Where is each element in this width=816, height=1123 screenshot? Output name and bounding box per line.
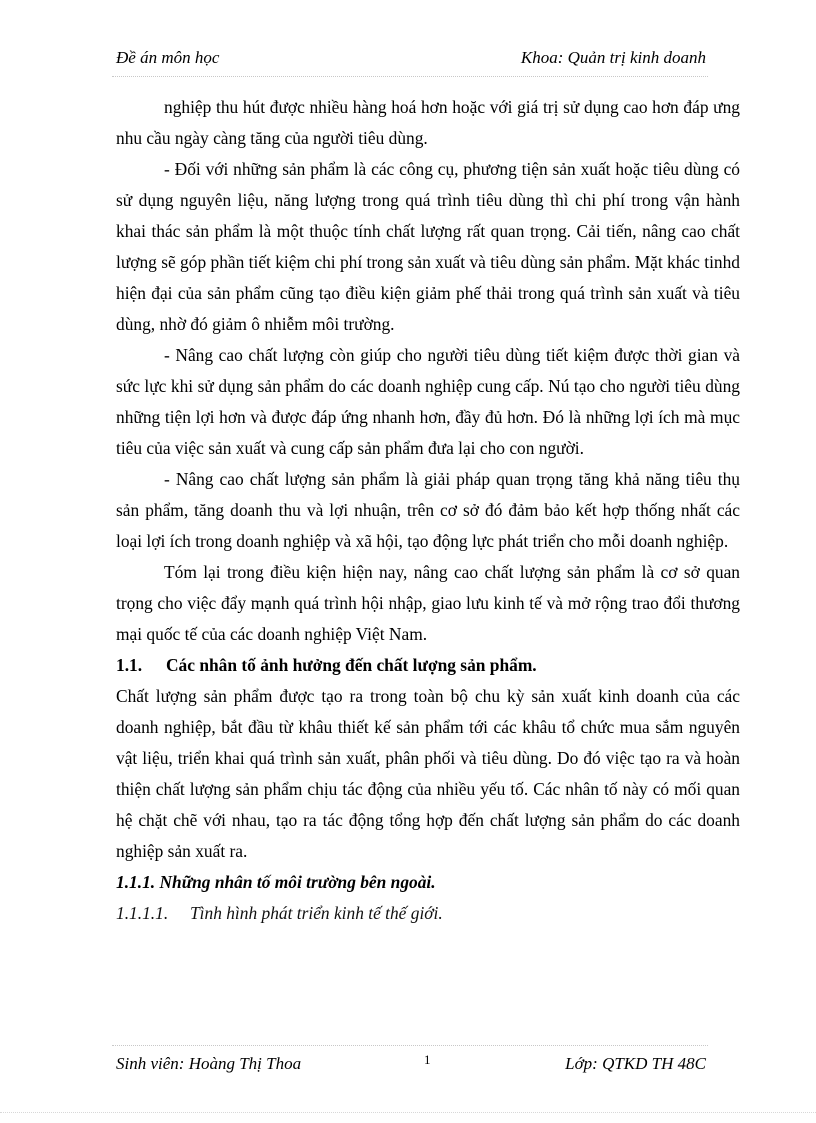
subsubsection-title: Tình hình phát triển kinh tế thế giới. (190, 903, 443, 923)
subsection-heading: 1.1.1. Những nhân tố môi trường bên ngoài. (116, 872, 436, 892)
paragraph: - Nâng cao chất lượng sản phẩm là giải pháp quan trọng tăng khả năng tiêu thụ sản phẩm, tăng doanh thu và lợi nhuận, trên cơ sở đó đảm bảo kết hợp thống nhất các loại lợi ích trong doanh nghiệp và xã hội, tạo động lực phát triển cho mỗi doanh nghiệp. (116, 469, 740, 551)
header-left-text: Đề án môn học (116, 48, 220, 67)
paragraph: Tóm lại trong điều kiện hiện nay, nâng cao chất lượng sản phẩm là cơ sở quan trọng cho việc đẩy mạnh quá trình hội nhập, giao lưu kinh tế và mở rộng trao đổi thương mại quốc tế của các doanh nghiệp Việt Nam. (116, 562, 740, 644)
section-paragraph: Chất lượng sản phẩm được tạo ra trong toàn bộ chu kỳ sản xuất kinh doanh của các doanh nghiệp, bắt đầu từ khâu thiết kế sản phẩm tới các khâu tổ chức mua sắm nguyên vật liệu, triển khai quá trình sản xuất, phân phối và tiêu dùng. Do đó việc tạo ra và hoàn thiện chất lượng sản phẩm chịu tác động của nhiều yếu tố. Các nhân tố này có mối quan hệ chặt chẽ với nhau, tạo ra tác động tổng hợp đến chất lượng sản phẩm do các doanh nghiệp sản xuất ra. (116, 686, 740, 861)
section-heading (116, 650, 740, 681)
page-footer (116, 1054, 706, 1078)
header-right-text: Khoa: Quản trị kinh doanh (520, 48, 706, 67)
subsubsection-heading (116, 898, 740, 929)
document-body (116, 92, 740, 929)
page-number: 1 (424, 1052, 431, 1067)
footer-divider (112, 1045, 708, 1046)
page-bottom-edge (0, 1112, 816, 1113)
footer-class-name: Lớp: QTKD TH 48C (565, 1054, 706, 1073)
paragraph: - Đối với những sản phẩm là các công cụ, phương tiện sản xuất hoặc tiêu dùng có sử dụng nguyên liệu, năng lượng trong quá trình tiêu dùng thì chi phí trong vận hành khai thác sản phẩm là một thuộc tính chất lượng rất quan trọng. Cải tiến, nâng cao chất lượng sẽ góp phần tiết kiệm chi phí trong sản xuất và tiêu dùng sản phẩm. Mặt khác tinhd hiện đại của sản phẩm cũng tạo điều kiện giảm phế thải trong quá trình sản xuất và tiêu dùng, nhờ đó giảm ô nhiễm môi trường. (116, 159, 740, 334)
section-title: Các nhân tố ảnh hưởng đến chất lượng sản phẩm. (166, 655, 537, 675)
header-divider (112, 76, 708, 77)
paragraph: - Nâng cao chất lượng còn giúp cho người tiêu dùng tiết kiệm được thời gian và sức lực khi sử dụng sản phẩm do các doanh nghiệp cung cấp. Nú tạo cho người tiêu dùng những tiện lợi hơn và được đáp ứng nhanh hơn, đầy đủ hơn. Đó là những lợi ích mà mục tiêu của việc sản xuất và cung cấp sản phẩm đưa lại cho con người. (116, 345, 740, 458)
paragraph: nghiệp thu hút được nhiều hàng hoá hơn hoặc với giá trị sử dụng cao hơn đáp ưng nhu cầu ngày càng tăng của người tiêu dùng. (116, 97, 740, 148)
subsubsection-number: 1.1.1.1. (116, 903, 169, 923)
footer-student-name: Sinh viên: Hoàng Thị Thoa (116, 1054, 302, 1073)
section-number: 1.1. (116, 655, 143, 675)
page-header (116, 48, 706, 72)
